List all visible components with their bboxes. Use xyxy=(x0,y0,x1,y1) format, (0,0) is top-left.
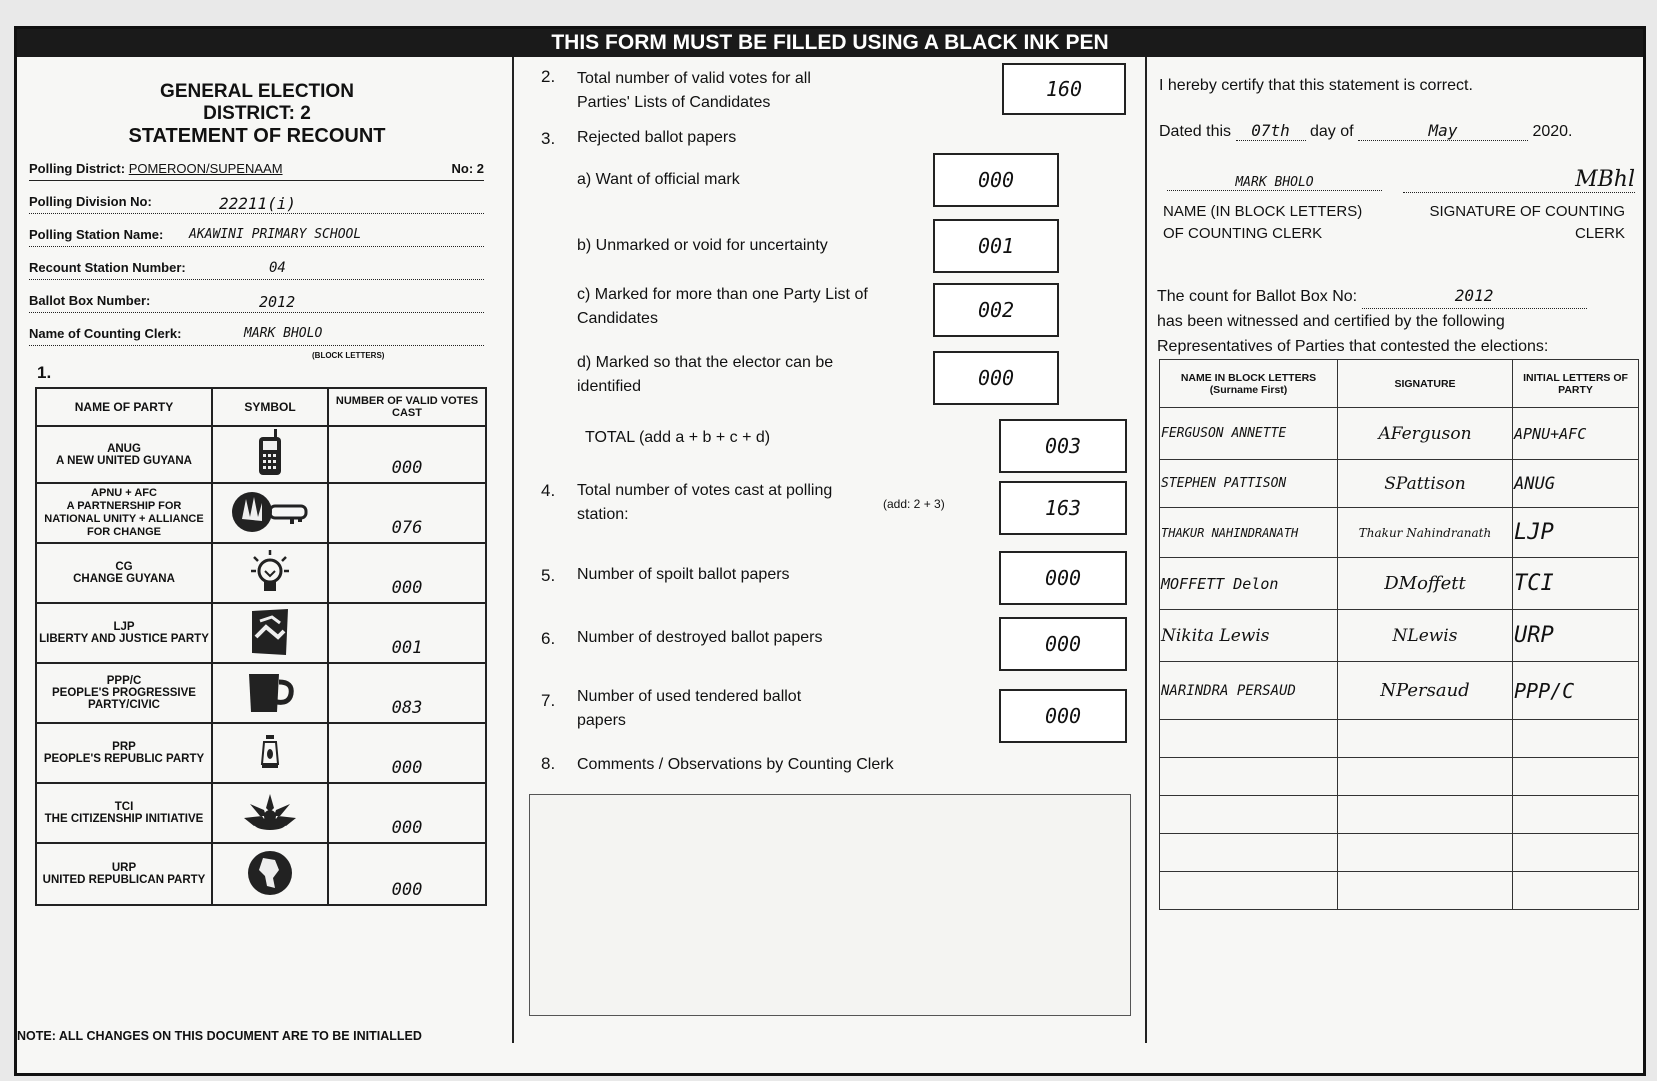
recount-station-value: 04 xyxy=(269,260,286,276)
party-row xyxy=(36,843,486,905)
count-line-3: Representatives of Parties that contested the elections: xyxy=(1157,338,1549,355)
field-ballot-box xyxy=(29,293,484,313)
symbol-cell xyxy=(212,543,328,603)
party-full-name: LIBERTY AND JUSTICE PARTY xyxy=(39,633,209,645)
symbol-cell xyxy=(212,483,328,543)
party-votes: 076 xyxy=(328,483,486,543)
party-full-name: PEOPLE'S PROGRESSIVE PARTY/CIVIC xyxy=(52,687,196,711)
item-3-label: Rejected ballot papers xyxy=(577,129,737,146)
representative-row xyxy=(1160,460,1639,508)
initial-changes-note: NOTE: ALL CHANGES ON THIS DOCUMENT ARE TO BE INITIALLED xyxy=(17,1029,422,1043)
polling-district-value: POMEROON/SUPENAAM xyxy=(128,161,283,176)
polling-station-label: Polling Station Name: xyxy=(29,227,164,242)
col-symbol-header: SYMBOL xyxy=(212,388,328,426)
ballot-box-label: Ballot Box Number: xyxy=(29,293,151,308)
recount-station-label: Recount Station Number: xyxy=(29,260,186,275)
party-name-cell xyxy=(36,426,212,483)
header-line-2: DISTRICT: 2 xyxy=(203,103,311,124)
count-ballot-box: 2012 xyxy=(1362,283,1587,309)
rep-party-initials: URP xyxy=(1513,610,1639,662)
party-name-cell xyxy=(36,723,212,783)
party-votes: 000 xyxy=(328,783,486,843)
cup-icon xyxy=(245,670,295,714)
ink-pen-banner: THIS FORM MUST BE FILLED USING A BLACK INK PEN xyxy=(17,29,1643,57)
item-3-number: 3. xyxy=(541,129,556,148)
polling-division-label: Polling Division No: xyxy=(29,194,152,209)
item-4-hint: (add: 2 + 3) xyxy=(883,497,945,511)
item-3a-label: a) Want of official mark xyxy=(577,171,740,188)
empty-row xyxy=(1160,872,1639,910)
rep-signature: Thakur Nahindranath xyxy=(1338,508,1513,558)
rep-signature: NLewis xyxy=(1338,610,1513,662)
ballot-box-certification xyxy=(1157,283,1637,359)
header-line-3: STATEMENT OF RECOUNT xyxy=(128,125,386,147)
item-8-number: 8. xyxy=(541,754,556,773)
party-name-cell xyxy=(36,783,212,843)
party-full-name: CHANGE GUYANA xyxy=(73,573,175,585)
col-rep-name-header: NAME IN BLOCK LETTERS (Surname First) xyxy=(1160,360,1338,408)
empty-cell xyxy=(1338,872,1513,910)
party-representatives-table xyxy=(1159,359,1639,910)
rejected-total-value: 003 xyxy=(999,419,1127,473)
empty-cell xyxy=(1513,834,1639,872)
party-votes: 000 xyxy=(328,723,486,783)
rep-signature: AFerguson xyxy=(1338,408,1513,460)
polling-station-value: AKAWINI PRIMARY SCHOOL xyxy=(189,227,362,242)
item-6-number: 6. xyxy=(541,629,556,648)
empty-cell xyxy=(1513,872,1639,910)
certify-statement: I hereby certify that this statement is correct. xyxy=(1159,77,1473,94)
rep-party-initials: ANUG xyxy=(1513,460,1639,508)
empty-cell xyxy=(1160,796,1338,834)
item-5-value: 000 xyxy=(999,551,1127,605)
recount-form xyxy=(14,26,1646,1076)
party-abbr: PRP xyxy=(112,741,136,753)
empty-cell xyxy=(1513,720,1639,758)
item-7-number: 7. xyxy=(541,691,556,710)
rep-name: THAKUR NAHINDRANATH xyxy=(1160,508,1338,558)
item-6-value: 000 xyxy=(999,617,1127,671)
symbol-cell xyxy=(212,426,328,483)
field-recount-station xyxy=(29,260,484,280)
lightbulb-icon xyxy=(250,549,290,595)
item-2-value: 160 xyxy=(1002,63,1126,115)
clerk-signature: MBhl xyxy=(1403,167,1635,193)
lamp-icon xyxy=(260,734,280,770)
day-of-label: day of xyxy=(1309,123,1354,140)
empty-cell xyxy=(1338,758,1513,796)
party-rows xyxy=(36,426,486,905)
party-abbr: TCI xyxy=(114,801,134,813)
item-6-label: Number of destroyed ballot papers xyxy=(577,629,823,646)
section-1-number: 1. xyxy=(37,363,52,382)
clerk-name-label xyxy=(1163,201,1362,245)
rep-party-initials: PPP/C xyxy=(1513,662,1639,720)
clerk-name-label-1: NAME (IN BLOCK LETTERS) xyxy=(1163,203,1363,220)
item-7-value: 000 xyxy=(999,689,1127,743)
col-rep-signature-header: SIGNATURE xyxy=(1338,360,1513,408)
item-3d-value: 000 xyxy=(933,351,1059,405)
item-7-label: Number of used tendered ballot papers xyxy=(577,688,802,729)
rejected-total-label: TOTAL (add a + b + c + d) xyxy=(585,429,771,446)
flower-icon xyxy=(240,790,300,834)
dated-line xyxy=(1159,121,1619,141)
item-3b-label: b) Unmarked or void for uncertainty xyxy=(577,237,828,254)
party-votes: 000 xyxy=(328,426,486,483)
party-row xyxy=(36,723,486,783)
polling-district-label: Polling District: xyxy=(29,161,126,176)
empty-cell xyxy=(1338,796,1513,834)
header-line-1: GENERAL ELECTION xyxy=(160,81,354,102)
empty-cell xyxy=(1338,720,1513,758)
handshake-icon xyxy=(250,607,290,657)
item-3c-label: c) Marked for more than one Party List of Candidates xyxy=(577,286,868,327)
empty-row xyxy=(1160,796,1639,834)
rep-signature: DMoffett xyxy=(1338,558,1513,610)
field-polling-station xyxy=(29,227,484,247)
empty-cell xyxy=(1160,758,1338,796)
counting-clerk-value: MARK BHOLO xyxy=(244,326,323,341)
party-row xyxy=(36,483,486,543)
item-5-label: Number of spoilt ballot papers xyxy=(577,566,790,583)
party-votes: 083 xyxy=(328,663,486,723)
party-name-cell xyxy=(36,843,212,905)
col-rep-initial-header: INITIAL LETTERS OF PARTY xyxy=(1513,360,1639,408)
representative-row xyxy=(1160,508,1639,558)
clerk-name-handwritten: MARK BHOLO xyxy=(1167,175,1382,191)
clerk-name-label-2: OF COUNTING CLERK xyxy=(1163,225,1323,242)
representative-row xyxy=(1160,610,1639,662)
empty-cell xyxy=(1160,720,1338,758)
rep-name: MOFFETT Delon xyxy=(1160,558,1338,610)
party-full-name: THE CITIZENSHIP INITIATIVE xyxy=(44,813,204,825)
rep-party-initials: LJP xyxy=(1513,508,1639,558)
item-2-label: Total number of valid votes for all Parties' Lists of Candidates xyxy=(577,70,811,111)
col-party-header: NAME OF PARTY xyxy=(36,388,212,426)
item-3b-value: 001 xyxy=(933,219,1059,273)
rep-party-initials: TCI xyxy=(1513,558,1639,610)
party-full-name: A PARTNERSHIP FOR NATIONAL UNITY + ALLIANCE FOR CHANGE xyxy=(44,500,204,538)
item-4-value: 163 xyxy=(999,481,1127,535)
hand-key-icon xyxy=(230,489,310,535)
rep-party-initials: APNU+AFC xyxy=(1513,408,1639,460)
empty-cell xyxy=(1160,834,1338,872)
dated-day: 07th xyxy=(1236,121,1306,141)
rep-signature: SPattison xyxy=(1338,460,1513,508)
party-full-name: PEOPLE'S REPUBLIC PARTY xyxy=(43,753,205,765)
rep-signature: NPersaud xyxy=(1338,662,1513,720)
empty-cell xyxy=(1338,834,1513,872)
party-abbr: LJP xyxy=(113,621,135,633)
item-8-label: Comments / Observations by Counting Clerk xyxy=(577,756,894,773)
field-counting-clerk xyxy=(29,326,484,346)
field-polling-division xyxy=(29,194,484,214)
ballot-box-value: 2012 xyxy=(259,293,296,311)
party-abbr: URP xyxy=(111,862,137,874)
party-votes-table xyxy=(35,387,487,906)
party-row xyxy=(36,783,486,843)
item-3d-label: d) Marked so that the elector can be identified xyxy=(577,354,834,395)
party-abbr: CG xyxy=(115,561,133,573)
party-name-cell xyxy=(36,543,212,603)
party-abbr: ANUG xyxy=(107,442,141,455)
comments-box xyxy=(529,794,1131,1016)
divider-right xyxy=(1145,57,1147,1043)
count-prefix: The count for Ballot Box No: xyxy=(1157,288,1358,305)
party-full-name: UNITED REPUBLICAN PARTY xyxy=(42,874,206,886)
party-name-cell xyxy=(36,603,212,663)
dated-month: May xyxy=(1358,121,1528,141)
form-header xyxy=(127,81,387,148)
representative-row xyxy=(1160,662,1639,720)
symbol-cell xyxy=(212,843,328,905)
divider-left xyxy=(512,57,514,1043)
party-row xyxy=(36,663,486,723)
map-globe-icon xyxy=(245,848,295,898)
rep-name: Nikita Lewis xyxy=(1160,610,1338,662)
count-line-2: has been witnessed and certified by the following xyxy=(1157,313,1505,330)
representative-row xyxy=(1160,558,1639,610)
item-5-number: 5. xyxy=(541,566,556,585)
party-row xyxy=(36,603,486,663)
symbol-cell xyxy=(212,603,328,663)
party-name-cell xyxy=(36,663,212,723)
block-letters-note: (BLOCK LETTERS) xyxy=(312,351,385,360)
party-votes: 000 xyxy=(328,843,486,905)
symbol-cell xyxy=(212,783,328,843)
party-full-name: A NEW UNITED GUYANA xyxy=(56,454,192,467)
count-line-1 xyxy=(1157,283,1637,309)
symbol-cell xyxy=(212,723,328,783)
district-number: No: 2 xyxy=(451,161,484,176)
item-4-number: 4. xyxy=(541,481,556,500)
field-polling-district xyxy=(29,161,484,181)
clerk-signature-label xyxy=(1397,201,1625,245)
empty-cell xyxy=(1160,872,1338,910)
empty-row xyxy=(1160,720,1639,758)
party-row xyxy=(36,426,486,483)
clerk-signature-label-1: SIGNATURE OF COUNTING xyxy=(1429,203,1625,220)
col-votes-header: NUMBER OF VALID VOTES CAST xyxy=(328,388,486,426)
party-name-cell xyxy=(36,483,212,543)
rep-name: FERGUSON ANNETTE xyxy=(1160,408,1338,460)
party-votes: 001 xyxy=(328,603,486,663)
item-4-label: Total number of votes cast at polling station: xyxy=(577,482,833,523)
party-abbr: APNU + AFC xyxy=(91,487,157,499)
phone-icon xyxy=(257,429,283,477)
dated-prefix: Dated this xyxy=(1159,123,1232,140)
polling-division-value: 22211(i) xyxy=(219,194,297,213)
party-votes: 000 xyxy=(328,543,486,603)
party-abbr: PPP/C xyxy=(106,675,142,687)
empty-cell xyxy=(1513,796,1639,834)
item-3c-value: 002 xyxy=(933,283,1059,337)
item-3a-value: 000 xyxy=(933,153,1059,207)
empty-cell xyxy=(1513,758,1639,796)
dated-year: 2020. xyxy=(1532,123,1573,140)
representative-rows xyxy=(1160,408,1639,910)
symbol-cell xyxy=(212,663,328,723)
counting-clerk-label: Name of Counting Clerk: xyxy=(29,326,182,341)
rep-name: NARINDRA PERSAUD xyxy=(1160,662,1338,720)
rep-name: STEPHEN PATTISON xyxy=(1160,460,1338,508)
representative-row xyxy=(1160,408,1639,460)
empty-row xyxy=(1160,758,1639,796)
empty-row xyxy=(1160,834,1639,872)
party-row xyxy=(36,543,486,603)
item-2-number: 2. xyxy=(541,67,556,86)
clerk-signature-label-2: CLERK xyxy=(1574,225,1625,242)
